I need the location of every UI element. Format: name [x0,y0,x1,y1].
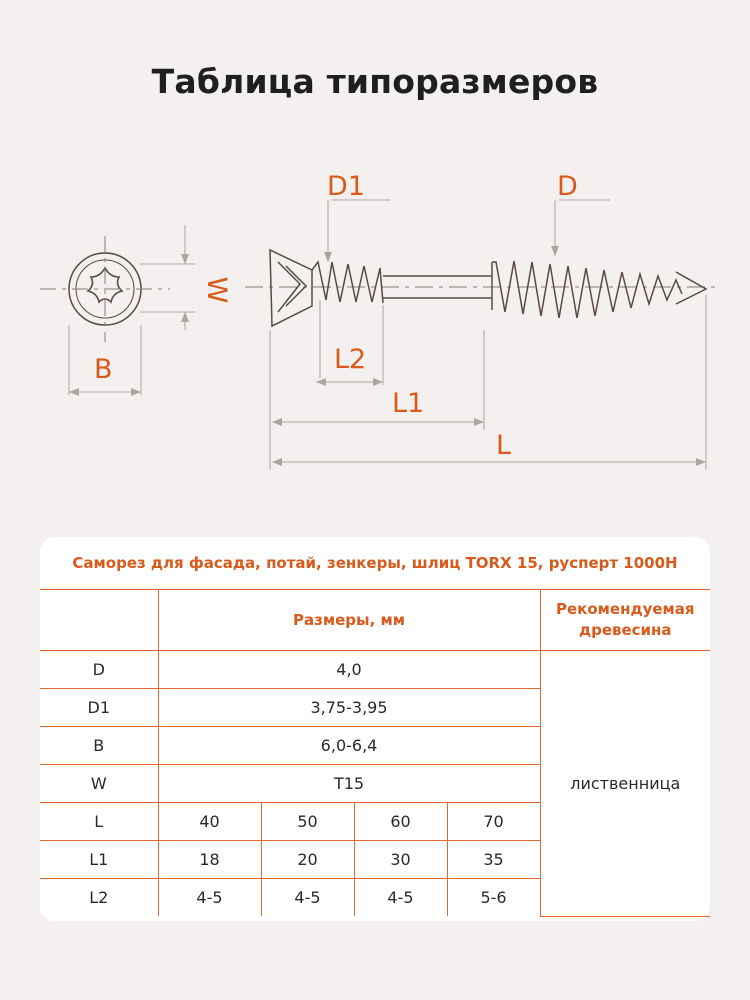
value-cell: 40 [158,803,261,841]
value-cell: 18 [158,841,261,879]
value-cell: T15 [158,765,540,803]
header-wood [540,590,710,651]
dim-label-b: B [94,354,113,385]
param-cell: D1 [40,689,158,727]
value-cell: 20 [261,841,354,879]
value-cell: 4-5 [158,879,261,917]
dim-label-d: D [557,171,578,202]
param-cell: B [40,727,158,765]
param-cell: L [40,803,158,841]
header-wood-line2: древесина [578,621,672,639]
value-cell: 4-5 [261,879,354,917]
value-cell: 4,0 [158,651,540,689]
size-table [40,589,710,917]
value-cell: 6,0-6,4 [158,727,540,765]
wood-cell: лиственница [540,651,710,917]
header-wood-line1: Рекомендуемая [556,600,695,618]
screw-head-top-view [40,236,170,342]
dim-label-l: L [496,430,512,461]
param-cell: D [40,651,158,689]
param-cell: L1 [40,841,158,879]
param-cell: L2 [40,879,158,917]
table-caption: Саморез для фасада, потай, зенкеры, шлиц TORX 15, русперт 1000H [72,554,678,572]
value-cell: 4-5 [354,879,447,917]
dim-label-w: W [201,276,232,304]
screw-dimension-diagram [0,150,750,480]
dim-label-l1: L1 [392,388,425,419]
dim-label-l2: L2 [334,344,367,375]
value-cell: 30 [354,841,447,879]
table-header-row [40,590,710,651]
value-cell: 60 [354,803,447,841]
header-sizes: Размеры, мм [158,590,540,651]
screw-side-view [245,250,715,326]
header-empty-cell [40,590,158,651]
value-cell: 70 [447,803,540,841]
param-cell: W [40,765,158,803]
page-title: Таблица типоразмеров [151,62,599,101]
value-cell: 3,75-3,95 [158,689,540,727]
value-cell: 35 [447,841,540,879]
value-cell: 5-6 [447,879,540,917]
dim-label-d1: D1 [327,171,365,202]
value-cell: 50 [261,803,354,841]
table-row [40,651,710,689]
